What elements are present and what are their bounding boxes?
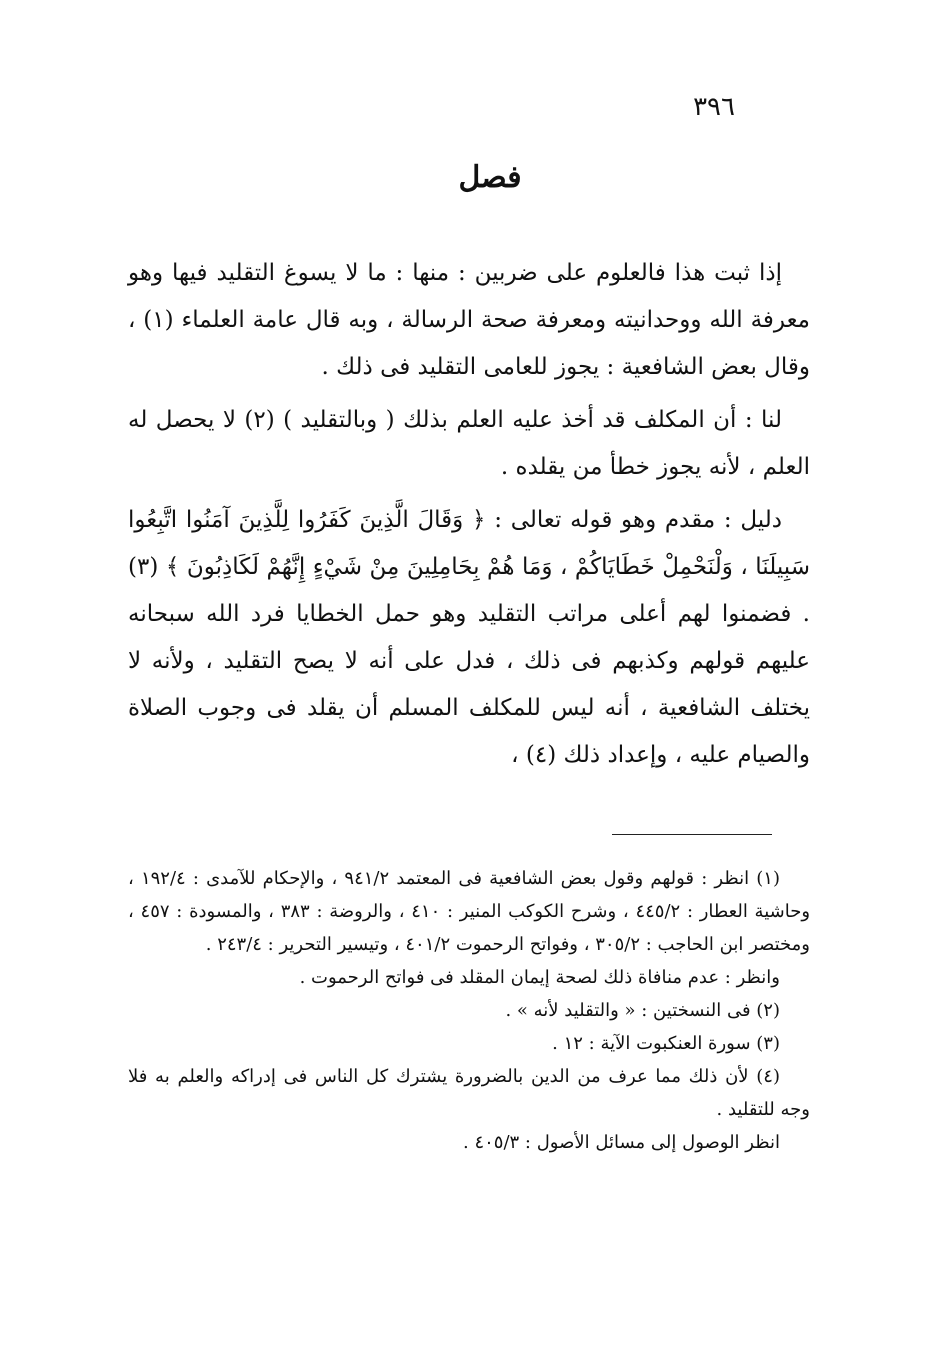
main-text bbox=[128, 250, 810, 785]
footnote-3: (٣) سورة العنكبوت الآية : ١٢ . bbox=[552, 1033, 780, 1054]
footnote-divider bbox=[612, 834, 772, 835]
paragraph-2: لنا : أن المكلف قد أخذ عليه العلم بذلك ( وبالتقليد ) (٢) لا يحصل له العلم ، لأنه يجوز خطأ من يقلده . bbox=[128, 407, 810, 480]
footnote-2: (٢) فى النسختين : « والتقليد لأنه » . bbox=[505, 1000, 780, 1021]
footnote-4-source: انظر الوصول إلى مسائل الأصول : ٤٠٥/٣ . bbox=[463, 1132, 780, 1153]
footnote-1: (١) انظر : قولهم وقول بعض الشافعية فى المعتمد ٩٤١/٢ ، والإحكام للآمدى : ١٩٢/٤ ، وحاشية العطار : ٤٤٥/٢ ، وشرح الكوكب المنير : ٤١٠ ، والروضة : ٣٨٣ ، والمسودة : ٤٥٧ ، ومختصر ابن الحاجب : ٣٠٥/٢ ، وفواتح الرحموت ٤٠١/٢ ، وتيسير التحرير : ٢٤٣/٤ . bbox=[128, 868, 811, 955]
footnote-4: (٤) لأن ذلك مما عرف من الدين بالضرورة يشترك كل الناس فى إدراكه والعلم به فلا وجه للتقليد . bbox=[128, 1066, 810, 1120]
chapter-title: فصل bbox=[458, 160, 522, 195]
paragraph-3: دليل : مقدم وهو قوله تعالى : ﴿ وَقَالَ الَّذِينَ كَفَرُوا لِلَّذِينَ آمَنُوا اتَّبِعُوا سَبِيلَنَا ، وَلْنَحْمِلْ خَطَايَاكُمْ ، وَمَا هُمْ بِحَامِلِينَ مِنْ شَيْءٍ إِنَّهُمْ لَكَاذِبُونَ ﴾ (٣) . فضمنوا لهم أعلى مراتب التقليد وهو حمل الخطايا فرد الله سبحانه عليهم قولهم وكذبهم فى ذلك ، فدل على أنه لا يصح التقليد ، ولأنه لا يختلف الشافعية ، أنه ليس للمكلف المسلم أن يقلد فى وجوب الصلاة والصيام عليه ، وإعداد ذلك (٤) ، bbox=[128, 507, 810, 768]
footnote-1-note: وانظر : عدم منافاة ذلك لصحة إيمان المقلد فى فواتح الرحموت . bbox=[299, 967, 780, 988]
footnotes bbox=[128, 862, 810, 1159]
page-number: ٣٩٦ bbox=[693, 92, 735, 122]
paragraph-1: إذا ثبت هذا فالعلوم على ضربين : منها : ما لا يسوغ التقليد فيها وهو معرفة الله ووحدانيته ومعرفة صحة الرسالة ، وبه قال عامة العلماء (١) ، وقال بعض الشافعية : يجوز للعامى التقليد فى ذلك . bbox=[128, 260, 811, 380]
